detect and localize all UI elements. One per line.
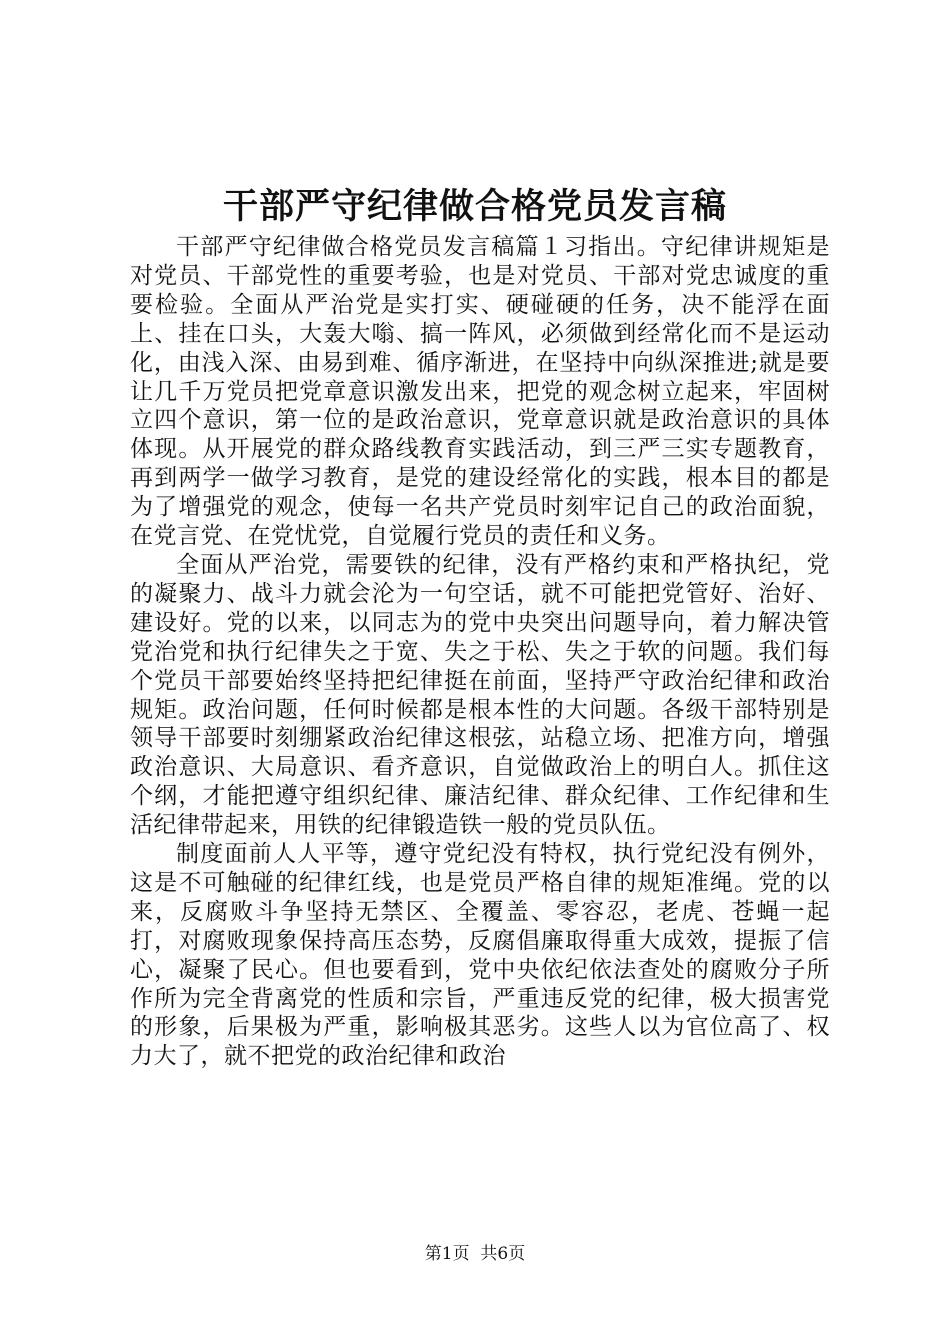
document-title: 干部严守纪律做合格党员发言稿: [222, 186, 727, 227]
paragraph-2: 全面从严治党，需要铁的纪律，没有严格约束和严格执纪，党的凝聚力、战斗力就会沦为一句空话，就不可能把党管好、治好、建设好。党的以来，以同志为的党中央突出问题导向，着力解决管党治党和执行纪律失之于宽、失之于松、失之于软的问题。我们每个党员干部要始终坚持把纪律挺在前面，坚持严守政治纪律和政治规矩。政治问题，任何时候都是根本性的大问题。各级干部特别是领导干部要时刻绷紧政治纪律这根弦，站稳立场、把准方向，增强政治意识、大局意识、看齐意识，自觉做政治上的明白人。抓住这个纲，才能把遵守组织纪律、廉洁纪律、群众纪律、工作纪律和生活纪律带起来，用铁的纪律锻造铁一般的党员队伍。: [130, 551, 830, 839]
paragraph-1: 干部严守纪律做合格党员发言稿篇１习指出。守纪律讲规矩是对党员、干部党性的重要考验，也是对党员、干部对党忠诚度的重要检验。全面从严治党是实打实、硬碰硬的任务，决不能浮在面上、挂在口头，大轰大嗡、搞一阵风，必须做到经常化而不是运动化，由浅入深、由易到难、循序渐进，在坚持中向纵深推进;就是要让几千万党员把党章意识激发出来，把党的观念树立起来，牢固树立四个意识，第一位的是政治意识，党章意识就是政治意识的具体体现。从开展党的群众路线教育实践活动，到三严三实专题教育，再到两学一做学习教育，是党的建设经常化的实践，根本目的都是为了增强党的观念，使每一名共产党员时刻牢记自己的政治面貌，在党言党、在党忧党，自觉履行党员的责任和义务。: [130, 234, 830, 550]
paragraph-3: 制度面前人人平等，遵守党纪没有特权，执行党纪没有例外，这是不可触碰的纪律红线，也是党员严格自律的规矩准绳。党的以来，反腐败斗争坚持无禁区、全覆盖、零容忍，老虎、苍蝇一起打，对腐败现象保持高压态势，反腐倡廉取得重大成效，提振了信心，凝聚了民心。但也要看到，党中央依纪依法查处的腐败分子所作所为完全背离党的性质和宗旨，严重违反党的纪律，极大损害党的形象，后果极为严重，影响极其恶劣。这些人以为官位高了、权力大了，就不把党的政治纪律和政治: [130, 841, 830, 1070]
page-footer: 第1页 共6页: [424, 1244, 526, 1264]
document-body: [130, 233, 830, 1071]
